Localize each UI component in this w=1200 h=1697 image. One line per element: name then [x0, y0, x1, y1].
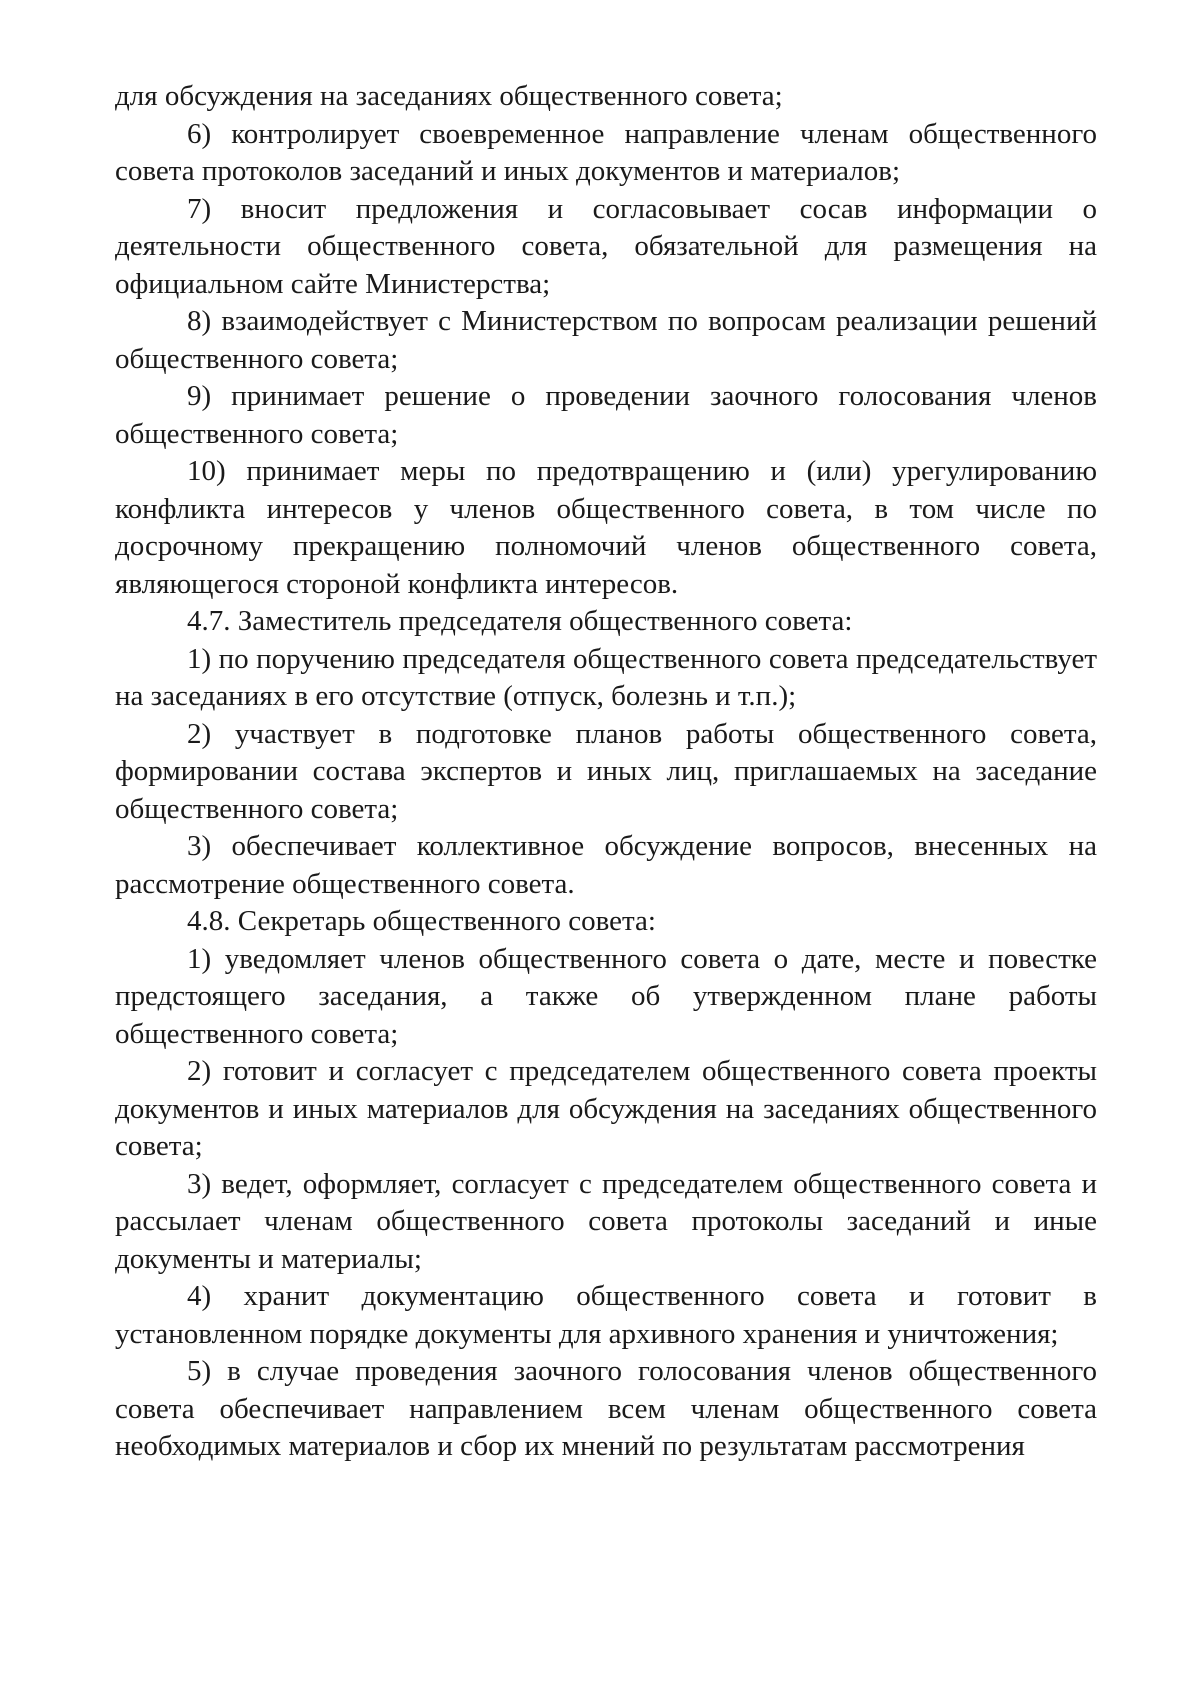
paragraph-item-9: 9) принимает решение о проведении заочного голосования членов общественного совета; — [115, 380, 1097, 450]
paragraph-4-7-item-1: 1) по поручению председателя общественного совета председательствует на заседаниях в его отсутствие (отпуск, болезнь и т.п.); — [115, 642, 1097, 712]
paragraph-4-8-item-2: 2) готовит и согласует с председателем общественного совета проекты документов и иных материалов для обсуждения на заседаниях общественного совета; — [115, 1055, 1097, 1162]
document-body — [115, 78, 1097, 1466]
section-heading-4-7: 4.7. Заместитель председателя общественного совета: — [187, 605, 853, 637]
paragraph-4-7-item-2: 2) участвует в подготовке планов работы общественного совета, формировании состава экспертов и иных лиц, приглашаемых на заседание общественного совета; — [115, 717, 1097, 825]
paragraph-item-8: 8) взаимодействует с Министерством по вопросам реализации решений общественного совета; — [115, 305, 1097, 375]
paragraph-item-10: 10) принимает меры по предотвращению и (или) урегулированию конфликта интересов у членов общественного совета, в том числе по досрочному прекращению полномочий членов общественного совета, являющегося стороной конфликта интересов. — [115, 455, 1097, 600]
paragraph-continuation: для обсуждения на заседаниях общественного совета; — [115, 80, 783, 112]
paragraph-4-8-item-1: 1) уведомляет членов общественного совета о дате, месте и повестке предстоящего заседания, а также об утвержденном плане работы общественного совета; — [115, 942, 1097, 1050]
paragraph-4-8-item-4: 4) хранит документацию общественного совета и готовит в установленном порядке документы для архивного хранения и уничтожения; — [115, 1280, 1097, 1350]
paragraph-4-7-item-3: 3) обеспечивает коллективное обсуждение вопросов, внесенных на рассмотрение общественного совета. — [115, 830, 1097, 900]
paragraph-item-7: 7) вносит предложения и согласовывает сосав информации о деятельности общественного совета, обязательной для размещения на официальном сайте Министерства; — [115, 192, 1097, 300]
section-heading-4-8: 4.8. Секретарь общественного совета: — [187, 905, 656, 937]
paragraph-4-8-item-3: 3) ведет, оформляет, согласует с председателем общественного совета и рассылает членам общественного совета протоколы заседаний и иные документы и материалы; — [115, 1167, 1097, 1275]
paragraph-item-6: 6) контролирует своевременное направление членам общественного совета протоколов заседаний и иных документов и материалов; — [115, 117, 1097, 187]
paragraph-4-8-item-5: 5) в случае проведения заочного голосования членов общественного совета обеспечивает направлением всем членам общественного совета необходимых материалов и сбор их мнений по результатам рассмотрения — [115, 1355, 1097, 1462]
